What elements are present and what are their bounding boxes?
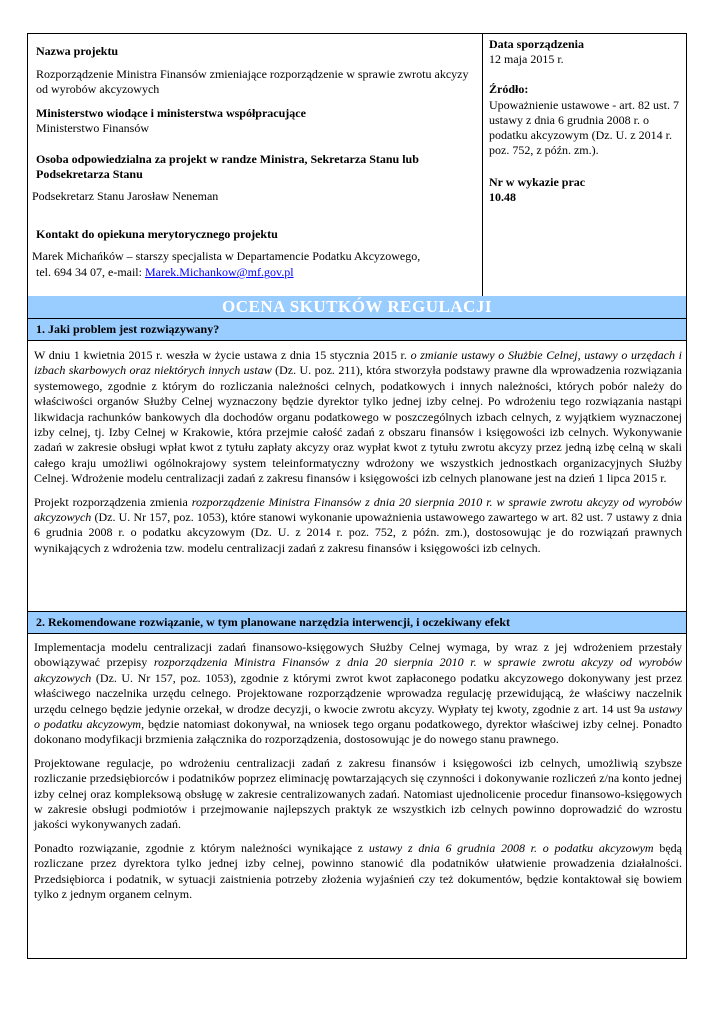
meta-info bbox=[483, 34, 686, 296]
contact-line1: Marek Michańków – starszy specjalista w Departamencie Podatku Akcyzowego, bbox=[32, 249, 421, 263]
contact-line2 bbox=[36, 265, 294, 280]
section1-title: 1. Jaki problem jest rozwiązywany? bbox=[36, 322, 220, 336]
section2-header bbox=[28, 611, 686, 634]
worklist-label: Nr w wykazie prac bbox=[489, 175, 586, 189]
date-value: 12 maja 2015 r. bbox=[489, 52, 564, 66]
responsible-label: Osoba odpowiedzialna za projekt w randze Ministra, Sekretarza Stanu lub Podsekretarza Stanu bbox=[36, 152, 419, 181]
ministry: Ministerstwo Finansów bbox=[36, 121, 150, 135]
contact-label: Kontakt do opiekuna merytorycznego projektu bbox=[36, 227, 278, 241]
header-block bbox=[28, 34, 686, 297]
section2-body bbox=[34, 640, 682, 911]
banner-title: OCENA SKUTKÓW REGULACJI bbox=[221, 297, 492, 316]
worklist-value: 10.48 bbox=[489, 190, 516, 204]
section1-paragraph: Projekt rozporządzenia zmienia rozporządzenie Ministra Finansów z dnia 20 sierpnia 2010 r. w sprawie zwrotu akcyzy od wyrobów akcyzowych (Dz. U. Nr 157, poz. 1053), które stanowi wykonanie upoważnienia ustawowego zawartego w art. 82 ust. 7 ustawy z dnia 6 grudnia 2008 r. o podatku akcyzowym (Dz. U. z 2014 r. poz. 752, z późn. zm.), dostosowując je do rozwiązań prawnych wynikających z wdrożenia tzw. modelu centralizacji zadań z zakresu finansów i księgowości izb celnych. bbox=[34, 494, 682, 555]
section2-title: 2. Rekomendowane rozwiązanie, w tym planowane narzędzia interwencji, i oczekiwany efekt bbox=[36, 615, 511, 629]
section1-body bbox=[34, 348, 682, 564]
section-banner bbox=[28, 296, 686, 319]
contact-email-link[interactable]: Marek.Michankow@mf.gov.pl bbox=[144, 265, 294, 279]
section2-paragraph: Implementacja modelu centralizacji zadań finansowo-księgowych Służby Celnej wymaga, by wraz z jej wdrożeniem przestały obowiązywać przepisy rozporządzenia Ministra Finansów z dnia 20 sierpnia 2010 r. w sprawie zwrotu akcyzy od wyrobów akcyzowych (Dz. U. Nr 157, poz. 1053), zgodnie z którymi zwrot kwot zapłaconego podatku akcyzowego dokonywany jest przez właściwego naczelnika urzędu celnego. Projektowane rozporządzenie wprowadza regulację przewidującą, że właściwy naczelnik urzędu celnego będzie jedynie orzekał, w drodze decyzji, o kwocie zwrotu akcyzy. Wypłaty tej kwoty, zgodnie z art. 14 ust 9a ustawy o podatku akcyzowym, będzie natomiast dokonywał, na wniosek tego organu podatkowego, dyrektor właściwej izby celnej. Ponadto dokonano modyfikacji brzmienia załącznika do rozporządzenia, dostosowując je do nowego stanu prawnego. bbox=[34, 640, 682, 747]
source-value: Upoważnienie ustawowe - art. 82 ust. 7 ustawy z dnia 6 grudnia 2008 r. o podatku akcyzowym (Dz. U. z 2014 r. poz. 752, z późn. zm.). bbox=[489, 98, 679, 157]
section1-paragraph: W dniu 1 kwietnia 2015 r. weszła w życie ustawa z dnia 15 stycznia 2015 r. o zmianie ustawy o Służbie Celnej, ustawy o urzędach i izbach skarbowych oraz niektórych innych ustaw (Dz. U. poz. 211), która stworzyła podstawy prawne dla wprowadzenia rozwiązania systemowego, zgodnie z którym do rozliczania należności celnych, podatkowych i innych należności, których pobór należy do właściwości organów Służby Celnej wyznaczony będzie dyrektor tylko jednej izby celnej. Po wdrożeniu tego rozwiązania nastąpi likwidacja rachunków bankowych dla dochodów organu podatkowego w poszczególnych izbach celnych, z wyjątkiem wyznaczonej izby celnej, tj. Izby Celnej w Krakowie, która przejmie całość zadań z obszaru finansów i księgowości izb celnych. Wykonywanie zadań w zakresie obsługi wpłat kwot z tytułu zapłaty akcyzy oraz wypłat kwot z tytułu zwrotu akcyzy przez jedną izbę celną w skali całego kraju umożliwi ogólnokrajowy system teleinformatyczny wdrożony we wszystkich jednostkach organizacyjnych Służby Celnej. Wdrożenie modelu centralizacji zadań z zakresu finansów i księgowości izb celnych planowane jest na dzień 1 lipca 2015 r. bbox=[34, 348, 683, 486]
section1-header bbox=[28, 319, 686, 341]
date-label: Data sporządzenia bbox=[489, 37, 584, 51]
project-name-label: Nazwa projektu bbox=[36, 44, 119, 58]
contact-phone: tel. 694 34 07, e-mail: bbox=[36, 265, 145, 279]
responsible: Podsekretarz Stanu Jarosław Neneman bbox=[32, 189, 219, 203]
source-label: Źródło: bbox=[489, 82, 529, 96]
ministry-label: Ministerstwo wiodące i ministerstwa współpracujące bbox=[36, 106, 306, 120]
project-info bbox=[28, 34, 483, 296]
document-frame bbox=[27, 33, 687, 959]
section2-paragraph: Projektowane regulacje, po wdrożeniu centralizacji zadań z zakresu finansów i księgowości izb celnych, umożliwią szybsze rozliczanie przedsiębiorców i podatników poprzez eliminację powtarzających się czynności i dokonywanie rozliczeń z/na konto jednej izby celnej oraz kompleksową obsługę w zakresie centralizowanych zadań. Natomiast ujednolicenie procedur finansowo-księgowych w zakresie obsługi podmiotów i przejmowanie najlepszych praktyk ze wszystkich izb celnych powinno doprowadzić do wzrostu jakości wykonywanych zadań. bbox=[34, 755, 682, 832]
section2-paragraph: Ponadto rozwiązanie, zgodnie z którym należności wynikające z ustawy z dnia 6 grudnia 2008 r. o podatku akcyzowym będą rozliczane przez dyrektora tylko jednej izby celnej, powinno stanowić dla podatników ułatwienie prowadzenia działalności. Przedsiębiorca i podatnik, w sytuacji zaistnienia potrzeby złożenia wyjaśnień czy też dokumentów, będzie kontaktował się bowiem tylko z jednym organem celnym. bbox=[34, 840, 682, 902]
project-name: Rozporządzenie Ministra Finansów zmieniające rozporządzenie w sprawie zwrotu akcyzy od wyrobów akcyzowych bbox=[36, 67, 469, 96]
